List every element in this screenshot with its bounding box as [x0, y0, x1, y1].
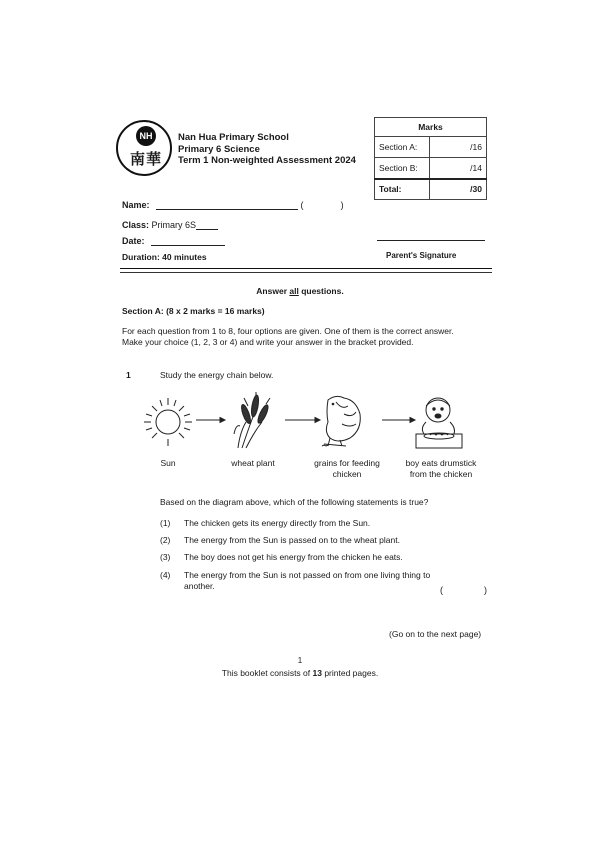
name-field-row [122, 200, 344, 210]
date-label: Date: [122, 236, 145, 246]
marks-label: Total: [375, 179, 430, 200]
option-text: The chicken gets its energy directly from the Sun. [184, 518, 371, 528]
duration-value: 40 minutes [162, 252, 207, 262]
option-number: (4) [160, 570, 171, 580]
marks-table-title: Marks [375, 118, 487, 137]
school-name: Nan Hua Primary School [178, 132, 289, 143]
instructions-title-emphasis: all [289, 286, 299, 296]
question-stem: Study the energy chain below. [160, 370, 274, 380]
date-input-line[interactable] [151, 237, 225, 246]
option-text: The energy from the Sun is not passed on from one living thing to another. [184, 570, 431, 591]
wheat-plant-icon [234, 392, 270, 448]
question-text: Based on the diagram above, which of the following statements is true? [160, 497, 429, 507]
parent-signature-line[interactable] [377, 240, 485, 241]
class-value: Primary 6S [151, 220, 197, 230]
subject-title: Primary 6 Science [178, 143, 260, 155]
divider [120, 268, 492, 269]
exam-header [178, 132, 356, 167]
school-logo [116, 120, 172, 176]
class-field-row [122, 220, 218, 230]
duration-label: Duration: [122, 252, 160, 262]
arrow-right-icon [196, 418, 225, 423]
divider [120, 272, 492, 273]
marks-row-section-b [375, 158, 487, 179]
parent-signature-label: Parent's Signature [386, 251, 457, 260]
option-number: (2) [160, 535, 171, 545]
marks-label: Section B: [375, 158, 430, 179]
diagram-caption [302, 458, 392, 479]
register-number-bracket-open: ( [300, 200, 304, 210]
duration-row [122, 252, 207, 262]
answer-bracket[interactable] [440, 585, 490, 595]
class-input-line[interactable] [196, 221, 218, 230]
instructions-title-post: questions. [298, 286, 344, 296]
section-a-instructions [122, 326, 502, 348]
diagram-caption-line: boy eats drumstick [405, 458, 477, 468]
class-label: Class: [122, 220, 150, 230]
arrow-right-icon [382, 418, 415, 423]
booklet-note [0, 668, 600, 678]
go-on-note: (Go on to the next page) [389, 629, 482, 639]
marks-row-total [375, 179, 487, 200]
diagram-caption-line: grains for feeding [314, 458, 380, 468]
chicken-icon [322, 396, 360, 446]
diagram-caption-line: from the chicken [409, 468, 473, 479]
answer-bracket-open: ( [440, 585, 443, 595]
instruction-line: Make your choice (1, 2, 3 or 4) and write your answer in the bracket provided. [122, 337, 414, 347]
marks-row-section-a [375, 137, 487, 158]
option-number: (3) [160, 552, 171, 562]
diagram-caption-line: chicken [332, 468, 362, 479]
marks-value[interactable]: /30 [430, 179, 487, 200]
diagram-caption [396, 458, 486, 479]
energy-chain-diagram [130, 392, 490, 482]
diagram-caption: wheat plant [231, 458, 275, 468]
question-number: 1 [126, 370, 131, 380]
marks-value[interactable]: /16 [430, 137, 487, 158]
page-number: 1 [297, 656, 303, 665]
assessment-title: Term 1 Non-weighted Assessment 2024 [178, 155, 356, 166]
marks-table [374, 117, 487, 200]
booklet-note-pre: This booklet consists of [221, 668, 313, 678]
energy-chain-illustration [130, 392, 490, 452]
name-label: Name: [122, 200, 150, 210]
option-text: The boy does not get his energy from the chicken he eats. [184, 552, 403, 562]
option-text: The energy from the Sun is passed on to the wheat plant. [184, 535, 400, 545]
section-a-heading: Section A: (8 x 2 marks = 16 marks) [122, 306, 265, 316]
booklet-note-post: printed pages. [321, 668, 379, 678]
instruction-line: For each question from 1 to 8, four options are given. One of them is the correct answer. [122, 326, 454, 336]
diagram-caption: Sun [160, 458, 176, 468]
answer-bracket-close: ) [484, 585, 487, 595]
option-number: (1) [160, 518, 171, 528]
instructions-title-pre: Answer [256, 286, 290, 296]
boy-eating-icon [416, 398, 462, 448]
booklet-page-count: 13 [312, 668, 322, 678]
logo-badge: NH [136, 126, 156, 146]
marks-label: Section A: [375, 137, 430, 158]
date-field-row [122, 236, 225, 246]
arrow-right-icon [285, 418, 320, 423]
instructions-title [0, 286, 600, 296]
logo-chinese-text: 南華 [129, 150, 162, 168]
marks-value[interactable]: /14 [430, 158, 487, 179]
name-input-line[interactable] [156, 200, 298, 210]
sun-icon [144, 398, 192, 446]
register-number-bracket-close: ) [340, 200, 344, 210]
